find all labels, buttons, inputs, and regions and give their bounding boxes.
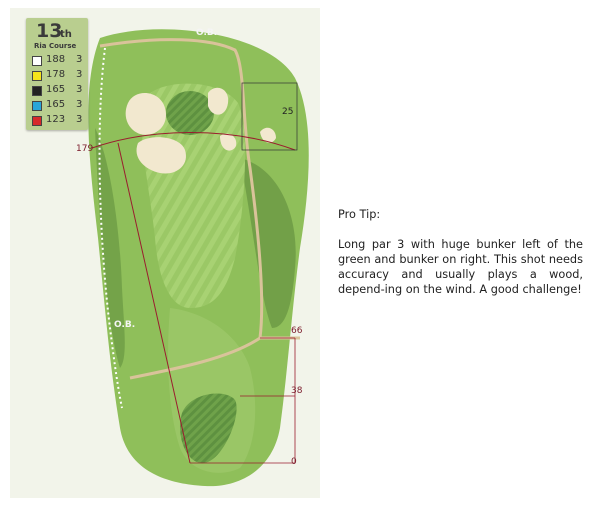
bunker-right [208,88,228,115]
tee-yards: 188 [46,54,66,65]
tee-blue-swatch [32,101,42,111]
distance-0: 0 [291,457,297,467]
tee-row-white [30,54,86,67]
tee-par: 3 [76,69,83,80]
pro-tip-title: Pro Tip: [338,208,381,221]
tee-yards: 165 [46,84,66,95]
tee-yards: 178 [46,69,66,80]
ob-label-left: O.B. [114,320,136,330]
bunker-left [126,93,166,135]
tee-par: 3 [76,54,83,65]
tee-par: 3 [76,99,83,110]
course-name: Ria Course [34,42,77,50]
distance-38: 38 [291,386,303,396]
distance-25: 25 [282,107,294,117]
ob-label-top: O.B. [196,28,218,38]
hole-suffix: th [60,29,72,40]
tee-row-yellow [30,69,86,82]
tee-yellow-swatch [32,71,42,81]
tee-yards: 165 [46,99,66,110]
tee-white-swatch [32,56,42,66]
distance-179: 179 [76,144,94,154]
scorecard [26,18,88,130]
tee-row-black [30,84,86,97]
tee-black-swatch [32,86,42,96]
tee-par: 3 [76,84,83,95]
hole-number: 13 [36,20,63,42]
tee-row-red [30,114,86,127]
distance-66: 66 [291,326,303,336]
tee-par: 3 [76,114,83,125]
green [166,91,214,135]
tee-red-swatch [32,116,42,126]
tee-row-blue [30,99,86,112]
pro-tip-body: Long par 3 with huge bunker left of the green and bunker on right. This shot needs accuracy and usually plays a wood, depend-ing on the wind. A good challenge! [338,238,583,296]
tee-yards: 123 [46,114,66,125]
pro-tip [338,207,583,297]
